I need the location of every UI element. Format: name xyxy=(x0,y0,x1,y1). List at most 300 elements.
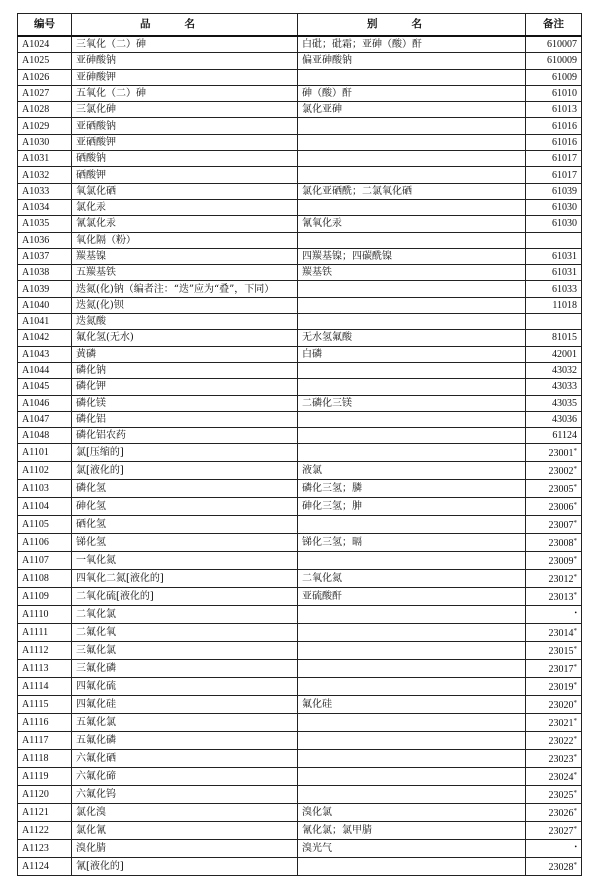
cell-id: A1110 xyxy=(18,606,72,624)
cell-note xyxy=(526,822,582,840)
table-body xyxy=(18,36,582,876)
table-row xyxy=(18,281,582,297)
cell-name: 迭氮(化)钡 xyxy=(72,297,298,313)
note-code: 23012 xyxy=(548,574,574,586)
table-row xyxy=(18,199,582,215)
cell-note xyxy=(526,750,582,768)
cell-note xyxy=(526,199,582,215)
note-mark: * xyxy=(573,735,577,744)
cell-name: 硒化氢 xyxy=(72,516,298,534)
cell-name: 锑化氢 xyxy=(72,534,298,552)
note-code: 23015 xyxy=(548,646,574,658)
cell-name: 磷化钠 xyxy=(72,362,298,378)
note-mark: * xyxy=(573,645,577,654)
cell-id: A1107 xyxy=(18,552,72,570)
cell-name: 磷化钾 xyxy=(72,379,298,395)
note-code: 61016 xyxy=(552,120,577,132)
note-mark: * xyxy=(573,537,577,546)
table-row xyxy=(18,588,582,606)
cell-name: 三氯化砷 xyxy=(72,102,298,118)
cell-id: A1029 xyxy=(18,118,72,134)
cell-note xyxy=(526,840,582,858)
cell-name: 氧氯化硒 xyxy=(72,183,298,199)
note-mark: • xyxy=(574,843,577,852)
table-row xyxy=(18,151,582,167)
table-row xyxy=(18,516,582,534)
cell-name: 六氟化钨 xyxy=(72,786,298,804)
table-row xyxy=(18,696,582,714)
cell-name: 氰氯化汞 xyxy=(72,216,298,232)
cell-id: A1104 xyxy=(18,498,72,516)
cell-id: A1042 xyxy=(18,330,72,346)
table-row xyxy=(18,642,582,660)
cell-alias: 氰化氯；氯甲腈 xyxy=(298,822,526,840)
cell-note xyxy=(526,151,582,167)
cell-name: 溴化腈 xyxy=(72,840,298,858)
cell-name: 羰基镍 xyxy=(72,248,298,264)
cell-id: A1028 xyxy=(18,102,72,118)
cell-id: A1109 xyxy=(18,588,72,606)
cell-alias xyxy=(298,167,526,183)
note-code: 23007 xyxy=(548,520,574,532)
note-code: 610009 xyxy=(547,55,577,67)
cell-alias xyxy=(298,118,526,134)
cell-id: A1027 xyxy=(18,85,72,101)
table-row xyxy=(18,804,582,822)
cell-id: A1108 xyxy=(18,570,72,588)
note-code: 23026 xyxy=(548,808,574,820)
note-mark: * xyxy=(573,447,577,456)
cell-note xyxy=(526,314,582,330)
table-header xyxy=(18,14,582,37)
cell-note xyxy=(526,444,582,462)
cell-alias xyxy=(298,624,526,642)
table-row xyxy=(18,678,582,696)
cell-note xyxy=(526,732,582,750)
cell-id: A1030 xyxy=(18,134,72,150)
note-mark: • xyxy=(574,609,577,618)
cell-name: 六氟化硒 xyxy=(72,750,298,768)
cell-alias: 氰氧化汞 xyxy=(298,216,526,232)
note-code: 61031 xyxy=(552,267,577,279)
cell-id: A1106 xyxy=(18,534,72,552)
cell-alias xyxy=(298,362,526,378)
table-row xyxy=(18,330,582,346)
cell-name: 二氟化氧 xyxy=(72,624,298,642)
cell-note xyxy=(526,379,582,395)
cell-name: 三氧化（二）砷 xyxy=(72,36,298,53)
cell-name: 氰[液化的] xyxy=(72,858,298,876)
table-row xyxy=(18,480,582,498)
cell-id: A1047 xyxy=(18,411,72,427)
note-code: 43032 xyxy=(552,365,577,377)
note-code: 23024 xyxy=(548,772,574,784)
cell-alias xyxy=(298,642,526,660)
cell-note xyxy=(526,606,582,624)
cell-alias: 四羰基镍；四碳酰镍 xyxy=(298,248,526,264)
note-code: 43035 xyxy=(552,397,577,409)
table-row xyxy=(18,346,582,362)
cell-name: 四氟化硅 xyxy=(72,696,298,714)
header-note: 备注 xyxy=(526,14,582,37)
cell-alias: 氯化亚硒酰；二氯氧化硒 xyxy=(298,183,526,199)
cell-note xyxy=(526,53,582,69)
cell-alias: 溴光气 xyxy=(298,840,526,858)
table-row xyxy=(18,216,582,232)
note-mark: * xyxy=(573,681,577,690)
cell-alias: 锑化三氢；㬏 xyxy=(298,534,526,552)
cell-id: A1040 xyxy=(18,297,72,313)
table-row xyxy=(18,714,582,732)
cell-id: A1025 xyxy=(18,53,72,69)
cell-alias: 液氯 xyxy=(298,462,526,480)
table-row xyxy=(18,411,582,427)
cell-alias xyxy=(298,750,526,768)
cell-alias: 偏亚砷酸钠 xyxy=(298,53,526,69)
table-row xyxy=(18,118,582,134)
cell-name: 氯[压缩的] xyxy=(72,444,298,462)
note-mark: * xyxy=(573,753,577,762)
cell-name: 亚硒酸钠 xyxy=(72,118,298,134)
cell-note xyxy=(526,216,582,232)
note-code: 81015 xyxy=(552,332,577,344)
note-code: 61016 xyxy=(552,136,577,148)
cell-name: 迭氮(化)钠（编者注：“迭”应为“叠”，下同） xyxy=(72,281,298,297)
cell-alias xyxy=(298,199,526,215)
cell-id: A1114 xyxy=(18,678,72,696)
note-mark: * xyxy=(573,771,577,780)
note-code: 23023 xyxy=(548,754,574,766)
cell-name: 黄磷 xyxy=(72,346,298,362)
cell-id: A1031 xyxy=(18,151,72,167)
cell-id: A1043 xyxy=(18,346,72,362)
cell-note xyxy=(526,768,582,786)
cell-id: A1101 xyxy=(18,444,72,462)
cell-alias xyxy=(298,606,526,624)
table-row xyxy=(18,265,582,281)
header-row xyxy=(18,14,582,37)
note-code: 23001 xyxy=(548,448,574,460)
table-row xyxy=(18,69,582,85)
note-mark: * xyxy=(573,699,577,708)
cell-id: A1045 xyxy=(18,379,72,395)
cell-note xyxy=(526,552,582,570)
note-code: 61017 xyxy=(552,153,577,165)
cell-id: A1034 xyxy=(18,199,72,215)
cell-alias: 氟化硅 xyxy=(298,696,526,714)
note-code: 61124 xyxy=(552,430,577,442)
note-mark: * xyxy=(573,627,577,636)
cell-name: 硒酸钠 xyxy=(72,151,298,167)
note-mark: * xyxy=(573,573,577,582)
cell-alias: 二磷化三镁 xyxy=(298,395,526,411)
note-code: 23025 xyxy=(548,790,574,802)
table-row xyxy=(18,570,582,588)
cell-name: 氧化隔（粉） xyxy=(72,232,298,248)
table-row xyxy=(18,750,582,768)
cell-note xyxy=(526,330,582,346)
chemical-registry-table xyxy=(17,13,582,876)
cell-name: 亚硒酸钾 xyxy=(72,134,298,150)
table-row xyxy=(18,822,582,840)
cell-id: A1105 xyxy=(18,516,72,534)
note-code: 61039 xyxy=(552,185,577,197)
note-mark: * xyxy=(573,717,577,726)
table-row xyxy=(18,534,582,552)
cell-name: 二氧化硫[液化的] xyxy=(72,588,298,606)
note-code: 61010 xyxy=(552,88,577,100)
note-code: 43036 xyxy=(552,413,577,425)
note-code: 23005 xyxy=(548,484,574,496)
cell-id: A1122 xyxy=(18,822,72,840)
cell-note xyxy=(526,642,582,660)
note-mark: * xyxy=(573,663,577,672)
note-code: 23008 xyxy=(548,538,574,550)
table-row xyxy=(18,858,582,876)
note-mark: * xyxy=(573,807,577,816)
cell-alias xyxy=(298,297,526,313)
note-code: 23006 xyxy=(548,502,574,514)
cell-note xyxy=(526,588,582,606)
note-mark: * xyxy=(573,465,577,474)
cell-alias xyxy=(298,444,526,462)
note-mark: * xyxy=(573,789,577,798)
note-code: 61009 xyxy=(552,71,577,83)
cell-id: A1124 xyxy=(18,858,72,876)
cell-name: 五氟化氯 xyxy=(72,714,298,732)
cell-note xyxy=(526,346,582,362)
cell-name: 三氟化磷 xyxy=(72,660,298,678)
cell-alias: 氯化亚砷 xyxy=(298,102,526,118)
table-row xyxy=(18,395,582,411)
note-code: 23013 xyxy=(548,592,574,604)
note-code: 23028 xyxy=(548,862,574,874)
cell-name: 五氧化（二）砷 xyxy=(72,85,298,101)
cell-note xyxy=(526,428,582,444)
cell-alias: 羰基铁 xyxy=(298,265,526,281)
table-row xyxy=(18,444,582,462)
cell-name: 三氟化氯 xyxy=(72,642,298,660)
note-code: 23019 xyxy=(548,682,574,694)
cell-alias xyxy=(298,151,526,167)
cell-alias xyxy=(298,516,526,534)
cell-name: 六氟化碲 xyxy=(72,768,298,786)
cell-id: A1048 xyxy=(18,428,72,444)
cell-id: A1103 xyxy=(18,480,72,498)
cell-name: 四氧化二氮[液化的] xyxy=(72,570,298,588)
cell-name: 磷化铝 xyxy=(72,411,298,427)
note-mark: * xyxy=(573,483,577,492)
cell-alias xyxy=(298,660,526,678)
cell-note xyxy=(526,69,582,85)
note-mark: * xyxy=(573,861,577,870)
cell-alias: 二氧化氮 xyxy=(298,570,526,588)
cell-alias xyxy=(298,858,526,876)
cell-alias xyxy=(298,69,526,85)
cell-name: 氯[液化的] xyxy=(72,462,298,480)
cell-name: 氯化氰 xyxy=(72,822,298,840)
note-code: 23021 xyxy=(548,718,574,730)
table-row xyxy=(18,85,582,101)
cell-note xyxy=(526,570,582,588)
cell-note xyxy=(526,786,582,804)
table-row xyxy=(18,660,582,678)
table-row xyxy=(18,379,582,395)
cell-note xyxy=(526,183,582,199)
cell-note xyxy=(526,362,582,378)
cell-id: A1112 xyxy=(18,642,72,660)
table-row xyxy=(18,552,582,570)
cell-note xyxy=(526,134,582,150)
cell-note xyxy=(526,85,582,101)
cell-note xyxy=(526,480,582,498)
cell-name: 亚砷酸钠 xyxy=(72,53,298,69)
cell-note xyxy=(526,395,582,411)
cell-name: 硒酸钾 xyxy=(72,167,298,183)
cell-id: A1117 xyxy=(18,732,72,750)
cell-id: A1024 xyxy=(18,36,72,53)
note-code: 61030 xyxy=(552,218,577,230)
note-code: 11018 xyxy=(552,299,577,311)
table-row xyxy=(18,297,582,313)
table-row xyxy=(18,53,582,69)
cell-alias xyxy=(298,281,526,297)
cell-id: A1026 xyxy=(18,69,72,85)
cell-note xyxy=(526,297,582,313)
note-mark: * xyxy=(573,519,577,528)
cell-id: A1038 xyxy=(18,265,72,281)
note-mark: * xyxy=(573,591,577,600)
cell-name: 磷化氢 xyxy=(72,480,298,498)
cell-name: 四氟化硫 xyxy=(72,678,298,696)
table-row xyxy=(18,462,582,480)
note-code: 61031 xyxy=(552,251,577,262)
cell-note xyxy=(526,624,582,642)
note-code: 61033 xyxy=(552,283,577,295)
table-row xyxy=(18,314,582,330)
note-code: 42001 xyxy=(552,348,577,360)
cell-alias xyxy=(298,732,526,750)
cell-name: 氯化溴 xyxy=(72,804,298,822)
cell-alias: 无水氢氟酸 xyxy=(298,330,526,346)
cell-note xyxy=(526,248,582,264)
note-code: 23020 xyxy=(548,700,574,712)
table-row xyxy=(18,606,582,624)
cell-note xyxy=(526,118,582,134)
cell-id: A1113 xyxy=(18,660,72,678)
table-row xyxy=(18,134,582,150)
table-row xyxy=(18,232,582,248)
cell-note xyxy=(526,696,582,714)
cell-name: 氯化汞 xyxy=(72,199,298,215)
cell-note xyxy=(526,462,582,480)
table-row xyxy=(18,624,582,642)
cell-note xyxy=(526,232,582,248)
cell-alias xyxy=(298,134,526,150)
cell-id: A1046 xyxy=(18,395,72,411)
table-row xyxy=(18,167,582,183)
cell-id: A1041 xyxy=(18,314,72,330)
cell-name: 氟化氢(无水) xyxy=(72,330,298,346)
note-code: 61030 xyxy=(552,202,577,214)
note-code: 23014 xyxy=(548,628,574,640)
cell-name: 五氟化磷 xyxy=(72,732,298,750)
cell-note xyxy=(526,167,582,183)
cell-id: A1118 xyxy=(18,750,72,768)
note-code: 23017 xyxy=(548,664,574,676)
cell-note xyxy=(526,102,582,118)
note-code: 610007 xyxy=(547,39,577,51)
table-row xyxy=(18,732,582,750)
cell-alias xyxy=(298,714,526,732)
note-mark: * xyxy=(573,501,577,510)
cell-note xyxy=(526,516,582,534)
cell-alias xyxy=(298,232,526,248)
cell-id: A1115 xyxy=(18,696,72,714)
cell-alias: 磷化三氢；膦 xyxy=(298,480,526,498)
cell-alias: 溴化氯 xyxy=(298,804,526,822)
note-code: 23027 xyxy=(548,826,574,838)
note-code: 61013 xyxy=(552,104,577,116)
header-name: 品名 xyxy=(72,14,298,37)
cell-note xyxy=(526,36,582,53)
table-row xyxy=(18,498,582,516)
cell-name: 一氧化氮 xyxy=(72,552,298,570)
cell-name: 磷化铝农药 xyxy=(72,428,298,444)
cell-id: A1032 xyxy=(18,167,72,183)
note-mark: * xyxy=(573,555,577,564)
cell-alias xyxy=(298,411,526,427)
cell-note xyxy=(526,858,582,876)
cell-alias xyxy=(298,314,526,330)
cell-id: A1102 xyxy=(18,462,72,480)
cell-note xyxy=(526,534,582,552)
note-code: 61017 xyxy=(552,169,577,181)
cell-note xyxy=(526,804,582,822)
cell-id: A1116 xyxy=(18,714,72,732)
cell-id: A1111 xyxy=(18,624,72,642)
cell-id: A1123 xyxy=(18,840,72,858)
note-mark: * xyxy=(573,825,577,834)
cell-note xyxy=(526,281,582,297)
note-code: 23022 xyxy=(548,736,574,748)
header-alias: 别名 xyxy=(298,14,526,37)
cell-alias: 白磷 xyxy=(298,346,526,362)
cell-alias xyxy=(298,786,526,804)
cell-note xyxy=(526,660,582,678)
cell-name: 亚砷酸钾 xyxy=(72,69,298,85)
note-code: 43033 xyxy=(552,381,577,393)
cell-alias: 亚硫酸酐 xyxy=(298,588,526,606)
cell-alias xyxy=(298,678,526,696)
table-row xyxy=(18,183,582,199)
cell-name: 二氧化氯 xyxy=(72,606,298,624)
table-row xyxy=(18,768,582,786)
cell-id: A1033 xyxy=(18,183,72,199)
table-row xyxy=(18,362,582,378)
cell-alias: 白砒；砒霜；亚砷（酸）酐 xyxy=(298,36,526,53)
cell-id: A1036 xyxy=(18,232,72,248)
table-row xyxy=(18,102,582,118)
table-row xyxy=(18,786,582,804)
header-id: 编号 xyxy=(18,14,72,37)
cell-id: A1035 xyxy=(18,216,72,232)
cell-name: 磷化镁 xyxy=(72,395,298,411)
cell-id: A1037 xyxy=(18,248,72,264)
cell-id: A1120 xyxy=(18,786,72,804)
cell-name: 迭氮酸 xyxy=(72,314,298,330)
cell-alias: 砷化三氢；胂 xyxy=(298,498,526,516)
